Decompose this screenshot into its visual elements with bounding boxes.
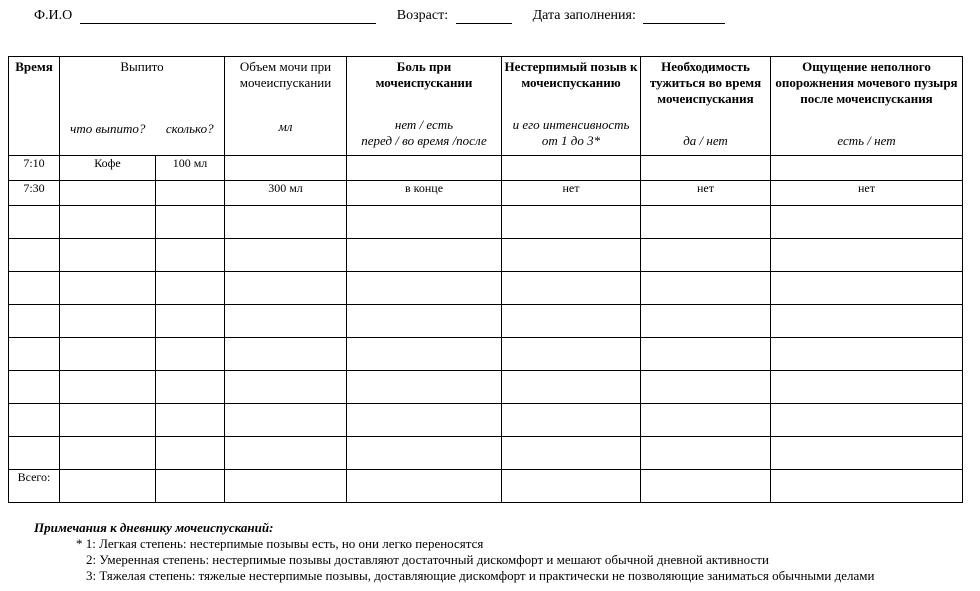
total-cell[interactable] (60, 470, 156, 503)
diary-notes (34, 520, 874, 584)
empty-cell[interactable] (641, 305, 771, 338)
age-field[interactable] (456, 9, 512, 24)
empty-cell[interactable] (156, 206, 225, 239)
empty-cell[interactable] (225, 239, 347, 272)
table-row (9, 156, 963, 181)
total-label: Всего: (9, 470, 60, 503)
empty-cell[interactable] (502, 371, 641, 404)
empty-cell[interactable] (347, 371, 502, 404)
empty-row (9, 371, 963, 404)
form-header (34, 8, 729, 24)
empty-cell[interactable] (156, 338, 225, 371)
empty-cell[interactable] (156, 305, 225, 338)
total-cell[interactable] (347, 470, 502, 503)
empty-cell[interactable] (60, 437, 156, 470)
empty-cell[interactable] (9, 437, 60, 470)
empty-cell[interactable] (9, 371, 60, 404)
header-volume: Объем мочи при мочеиспускании мл (225, 57, 347, 156)
empty-cell[interactable] (771, 437, 963, 470)
cell-strain[interactable] (641, 156, 771, 181)
empty-cell[interactable] (771, 371, 963, 404)
empty-cell[interactable] (156, 239, 225, 272)
note-item: * 1: Легкая степень: нестерпимые позывы есть, но они легко переносятся (76, 536, 484, 551)
cell-pain[interactable]: в конце (347, 181, 502, 206)
age-label: Возраст: (396, 8, 449, 23)
empty-row (9, 437, 963, 470)
note-item: 2: Умеренная степень: нестерпимые позывы доставляют достаточный дискомфорт и мешают обычной дневной активности (86, 552, 769, 567)
empty-cell[interactable] (771, 239, 963, 272)
note-item: 3: Тяжелая степень: тяжелые нестерпимые позывы, доставляющие дискомфорт и практически не позволяющие заниматься обычными делами (86, 568, 875, 583)
empty-cell[interactable] (502, 239, 641, 272)
empty-cell[interactable] (225, 206, 347, 239)
empty-cell[interactable] (9, 338, 60, 371)
date-label: Дата заполнения: (532, 8, 636, 23)
empty-cell[interactable] (156, 371, 225, 404)
empty-cell[interactable] (771, 404, 963, 437)
empty-cell[interactable] (60, 239, 156, 272)
empty-cell[interactable] (771, 338, 963, 371)
header-incomplete: Ощущение неполного опорожнения мочевого пузыря после мочеиспускания есть / нет (771, 57, 963, 156)
empty-cell[interactable] (502, 272, 641, 305)
empty-cell[interactable] (60, 371, 156, 404)
empty-cell[interactable] (156, 437, 225, 470)
empty-cell[interactable] (641, 206, 771, 239)
empty-cell[interactable] (225, 305, 347, 338)
header-drunk: Выпито (60, 57, 225, 98)
empty-cell[interactable] (60, 272, 156, 305)
empty-cell[interactable] (502, 404, 641, 437)
total-cell[interactable] (225, 470, 347, 503)
cell-what[interactable]: Кофе (60, 156, 156, 181)
empty-cell[interactable] (9, 206, 60, 239)
empty-cell[interactable] (60, 206, 156, 239)
cell-pain[interactable] (347, 156, 502, 181)
empty-cell[interactable] (347, 239, 502, 272)
cell-volume[interactable]: 300 мл (225, 181, 347, 206)
cell-urge[interactable]: нет (502, 181, 641, 206)
empty-cell[interactable] (641, 338, 771, 371)
total-cell[interactable] (641, 470, 771, 503)
empty-cell[interactable] (771, 305, 963, 338)
header-time: Время (9, 57, 60, 156)
empty-cell[interactable] (347, 404, 502, 437)
empty-cell[interactable] (156, 272, 225, 305)
empty-cell[interactable] (347, 206, 502, 239)
empty-cell[interactable] (9, 404, 60, 437)
empty-cell[interactable] (225, 371, 347, 404)
cell-time[interactable]: 7:10 (9, 156, 60, 181)
header-drunk-what: что выпито? (60, 97, 156, 156)
empty-cell[interactable] (156, 404, 225, 437)
cell-time[interactable]: 7:30 (9, 181, 60, 206)
empty-cell[interactable] (225, 404, 347, 437)
empty-cell[interactable] (347, 437, 502, 470)
name-label: Ф.И.О (34, 8, 73, 23)
total-cell[interactable] (502, 470, 641, 503)
empty-cell[interactable] (502, 206, 641, 239)
notes-title: Примечания к дневнику мочеиспусканий: (34, 520, 274, 535)
cell-how-much[interactable] (156, 181, 225, 206)
empty-cell[interactable] (9, 305, 60, 338)
cell-incomplete[interactable]: нет (771, 181, 963, 206)
empty-cell[interactable] (502, 437, 641, 470)
empty-row (9, 338, 963, 371)
cell-strain[interactable]: нет (641, 181, 771, 206)
empty-cell[interactable] (771, 272, 963, 305)
header-drunk-how-much: сколько? (156, 97, 225, 156)
total-cell[interactable] (156, 470, 225, 503)
empty-cell[interactable] (225, 338, 347, 371)
empty-row (9, 206, 963, 239)
cell-what[interactable] (60, 181, 156, 206)
empty-cell[interactable] (60, 305, 156, 338)
header-row-1 (9, 57, 963, 98)
empty-cell[interactable] (641, 239, 771, 272)
empty-cell[interactable] (502, 305, 641, 338)
empty-cell[interactable] (347, 305, 502, 338)
cell-volume[interactable] (225, 156, 347, 181)
empty-cell[interactable] (641, 404, 771, 437)
empty-cell[interactable] (771, 206, 963, 239)
empty-cell[interactable] (60, 404, 156, 437)
cell-how-much[interactable]: 100 мл (156, 156, 225, 181)
header-urge: Нестерпимый позыв к мочеиспусканию и его интенсивность от 1 до 3* (502, 57, 641, 156)
empty-row (9, 305, 963, 338)
empty-row (9, 239, 963, 272)
empty-cell[interactable] (347, 338, 502, 371)
total-cell[interactable] (771, 470, 963, 503)
empty-cell[interactable] (9, 272, 60, 305)
urination-diary-table (8, 56, 963, 503)
cell-incomplete[interactable] (771, 156, 963, 181)
empty-cell[interactable] (641, 272, 771, 305)
total-row (9, 470, 963, 503)
cell-urge[interactable] (502, 156, 641, 181)
empty-cell[interactable] (225, 272, 347, 305)
date-field[interactable] (643, 9, 725, 24)
header-pain: Боль при мочеиспускании нет / есть перед / во время /после (347, 57, 502, 156)
empty-cell[interactable] (502, 338, 641, 371)
empty-cell[interactable] (60, 338, 156, 371)
empty-row (9, 272, 963, 305)
name-field[interactable] (80, 9, 376, 24)
header-strain: Необходимость тужиться во время мочеиспускания да / нет (641, 57, 771, 156)
empty-cell[interactable] (641, 437, 771, 470)
empty-cell[interactable] (641, 371, 771, 404)
table-row (9, 181, 963, 206)
empty-row (9, 404, 963, 437)
empty-cell[interactable] (225, 437, 347, 470)
empty-cell[interactable] (9, 239, 60, 272)
empty-cell[interactable] (347, 272, 502, 305)
